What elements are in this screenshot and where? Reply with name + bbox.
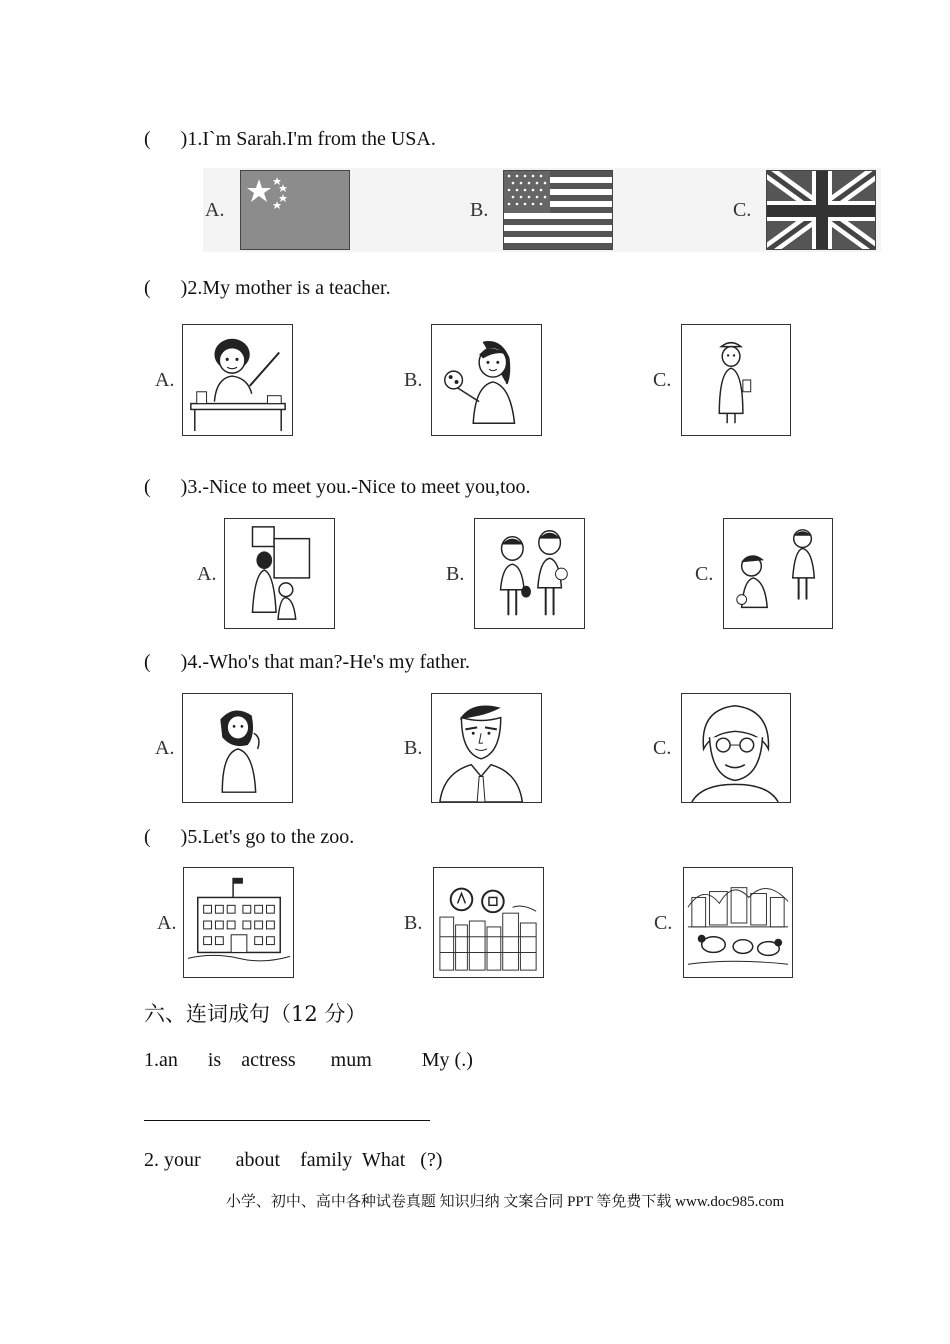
option-c-label: C. <box>654 912 673 934</box>
sentence-2-words: 2. your about family What (?) <box>144 1149 443 1171</box>
option-b-label: B. <box>404 369 423 391</box>
option-b-label: B. <box>446 563 465 585</box>
grandmother-picture <box>681 693 791 803</box>
option-b-label: B. <box>404 737 423 759</box>
sentence-1-words: 1.an is actress mum My (.) <box>144 1049 473 1071</box>
question-1: ( )1.I`m Sarah.I'm from the USA. <box>144 128 436 150</box>
option-a-label: A. <box>155 737 175 759</box>
city-street-picture <box>433 867 544 978</box>
children-playing-picture <box>723 518 833 629</box>
two-boys-picture <box>474 518 585 629</box>
teacher-picture <box>182 324 293 436</box>
question-2: ( )2.My mother is a teacher. <box>144 277 391 299</box>
zoo-picture <box>683 867 793 978</box>
nurse-picture <box>681 324 791 436</box>
mother-child-picture <box>224 518 335 629</box>
option-b-label: B. <box>404 912 423 934</box>
china-flag-image <box>240 170 350 250</box>
question-5: ( )5.Let's go to the zoo. <box>144 826 355 848</box>
woman-picture <box>182 693 293 803</box>
option-a-label: A. <box>157 912 177 934</box>
option-c-label: C. <box>733 199 752 221</box>
usa-flag-image <box>503 170 613 250</box>
section-heading: 六、连词成句（12 分） <box>144 1002 367 1026</box>
uk-flag-image <box>766 170 876 250</box>
option-a-label: A. <box>155 369 175 391</box>
option-a-label: A. <box>197 563 217 585</box>
option-c-label: C. <box>695 563 714 585</box>
man-picture <box>431 693 542 803</box>
girl-with-flowers-picture <box>431 324 542 436</box>
option-c-label: C. <box>653 737 672 759</box>
option-a-label: A. <box>205 199 225 221</box>
question-3: ( )3.-Nice to meet you.-Nice to meet you,too. <box>144 476 531 498</box>
option-c-label: C. <box>653 369 672 391</box>
question-4: ( )4.-Who's that man?-He's my father. <box>144 651 470 673</box>
footer-text: 小学、初中、高中各种试卷真题 知识归纳 文案合同 PPT 等免费下载 www.doc985.com <box>225 1194 785 1210</box>
option-b-label: B. <box>470 199 489 221</box>
answer-line <box>144 1120 430 1121</box>
school-building-picture <box>183 867 294 978</box>
